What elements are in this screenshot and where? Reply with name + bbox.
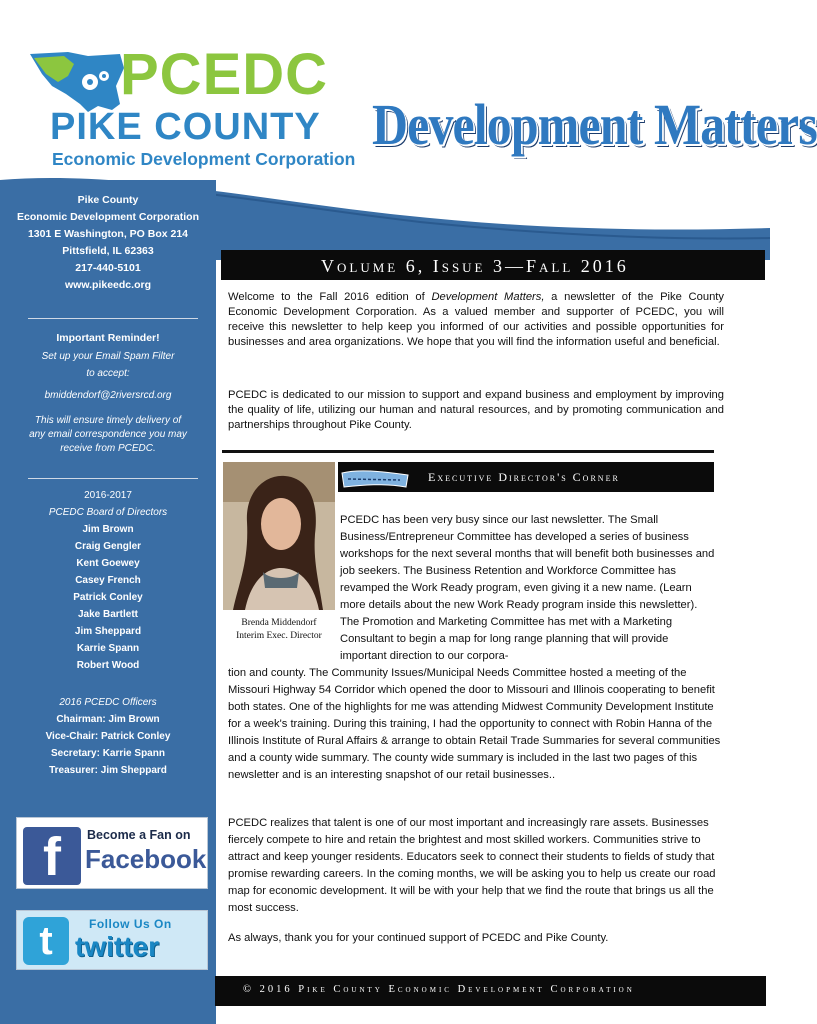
- contact-address: [0, 192, 216, 294]
- intro-text: Welcome to the Fall 2016 edition of: [228, 291, 432, 303]
- thanks-paragraph: As always, thank you for your continued support of PCEDC and Pike County.: [228, 932, 609, 944]
- reminder-line: to accept:: [86, 368, 130, 379]
- director-paragraph-wrap: PCEDC has been very busy since our last newsletter. The Small Business/Entrepreneur Committee has developed a series of business workshops for the next several months that will benefit both businesses and job seekers. The Business Retention and Workforce Committee has revamped the Work Ready program, even giving it a new name. (Learn more details about the new Work Ready program inside this newsletter). The Promotion and Marketing Committee has met with a Marketing Consultant to begin a map for long range planning that will provide important direction to our corpora-: [340, 514, 715, 662]
- board-member: Patrick Conley: [73, 592, 143, 603]
- corner-badge-icon: [340, 467, 410, 489]
- facebook-line2: Facebook: [85, 844, 207, 874]
- address-line: 1301 E Washington, PO Box 214: [27, 228, 189, 240]
- officer: Treasurer: Jim Sheppard: [49, 765, 167, 776]
- officers-list: [0, 694, 216, 779]
- facebook-banner[interactable]: [16, 817, 208, 889]
- reminder-email[interactable]: bmiddendorf@2riversrcd.org: [44, 389, 172, 401]
- board-member: Craig Gengler: [74, 541, 142, 552]
- twitter-banner[interactable]: [16, 910, 208, 970]
- board-of-directors: [0, 487, 216, 674]
- board-member: Casey French: [75, 575, 141, 586]
- board-title: PCEDC Board of Directors: [48, 507, 168, 518]
- mission-paragraph: PCEDC is dedicated to our mission to support and expand business and employment by improving the quality of life, utilizing our human and natural resources, and by promoting communication and partnerships throughout Pike County.: [228, 389, 724, 431]
- officer: Chairman: Jim Brown: [56, 714, 160, 725]
- board-member: Jim Brown: [82, 524, 134, 535]
- volume-issue-bar: Volume 6, Issue 3—Fall 2016: [221, 250, 765, 280]
- board-member: Karrie Spann: [76, 643, 140, 654]
- officer: Secretary: Karrie Spann: [51, 748, 165, 759]
- sidebar-divider: [28, 318, 198, 319]
- phone-number: 217-440-5101: [75, 262, 141, 274]
- board-member: Robert Wood: [76, 660, 140, 671]
- director-photo: [223, 462, 335, 610]
- reminder-note-line: any email correspondence you may: [29, 429, 187, 440]
- talent-paragraph: PCEDC realizes that talent is one of our most important and increasingly rare assets. Businesses fiercely compete to hire and retain the brightest and most skilled workers. Communities strive to attract and keep younger residents. Educators seek to connect their students to fields of study that promise rewarding careers. In the coming months, we will be asking you to help us create our road map for economic development. It will be with your help that we find the route that brings us all the most success.: [228, 817, 716, 914]
- board-member: Jake Bartlett: [77, 609, 139, 620]
- logo-pcedc-text: PCEDC: [120, 42, 329, 107]
- intro-paragraph: [228, 290, 724, 350]
- footer-copyright-bar: © 2016 Pike County Economic Development Corporation: [215, 976, 766, 1006]
- website-link[interactable]: www.pikeedc.org: [65, 279, 151, 291]
- newsletter-title: Development Matters: [372, 92, 817, 157]
- facebook-icon: f: [23, 827, 81, 885]
- reminder-note-line: receive from PCEDC.: [60, 443, 156, 454]
- officer: Vice-Chair: Patrick Conley: [45, 731, 171, 742]
- logo-edc-text: Economic Development Corporation: [52, 149, 356, 169]
- photo-caption-title: Interim Exec. Director: [236, 631, 322, 641]
- logo-pike-county-text: PIKE COUNTY: [50, 106, 321, 148]
- director-paragraph-continued: tion and county. The Community Issues/Municipal Needs Committee hosted a meeting of the Missouri Highway 54 Corridor which opened the door to Missouri and Illinois cooperating to benefit both states. One of the highlights for me was attending Midwest Community Development Institute for a week's training. During this training, I had the opportunity to connect with Robin Hanna of the Illinois Institute of Rural Affairs & arrange to obtain Retail Trade Summaries for several communities and a county wide summary. The county wide summary is included in the last two pages of this newsletter and is an interesting snapshot of our retail businesses..: [228, 667, 721, 781]
- board-year: 2016-2017: [84, 490, 132, 501]
- intro-text: a newsletter of the Pike County Economic Development Corporation. As a valued member and supporter of PCEDC, you will receive this newsletter to help keep you informed of our activities and possible opportunities for businesses and area organizations. We hope that you will find the information useful and beneficial.: [228, 291, 724, 348]
- twitter-line1: Follow Us On: [89, 917, 172, 931]
- photo-caption-name: Brenda Middendorf: [241, 618, 317, 628]
- officers-title: 2016 PCEDC Officers: [59, 697, 157, 708]
- address-line: Economic Development Corporation: [16, 211, 200, 223]
- email-reminder: [0, 330, 216, 456]
- facebook-line1: Become a Fan on: [87, 828, 191, 842]
- twitter-icon: t: [23, 917, 69, 965]
- reminder-title: Important Reminder!: [56, 332, 160, 344]
- sidebar-divider: [28, 478, 198, 479]
- intro-newsletter-name: Development Matters,: [431, 291, 545, 303]
- board-member: Kent Goewey: [76, 558, 140, 569]
- board-member: Jim Sheppard: [74, 626, 142, 637]
- photo-caption: [223, 617, 335, 643]
- address-line: Pittsfield, IL 62363: [62, 245, 154, 257]
- reminder-note-line: This will ensure timely delivery of: [34, 415, 182, 426]
- section-title-bar: Executive Director's Corner: [338, 462, 714, 492]
- address-line: Pike County: [77, 194, 139, 206]
- reminder-line: Set up your Email Spam Filter: [41, 350, 175, 362]
- section-rule: [222, 450, 714, 453]
- twitter-line2: twitter: [75, 931, 159, 962]
